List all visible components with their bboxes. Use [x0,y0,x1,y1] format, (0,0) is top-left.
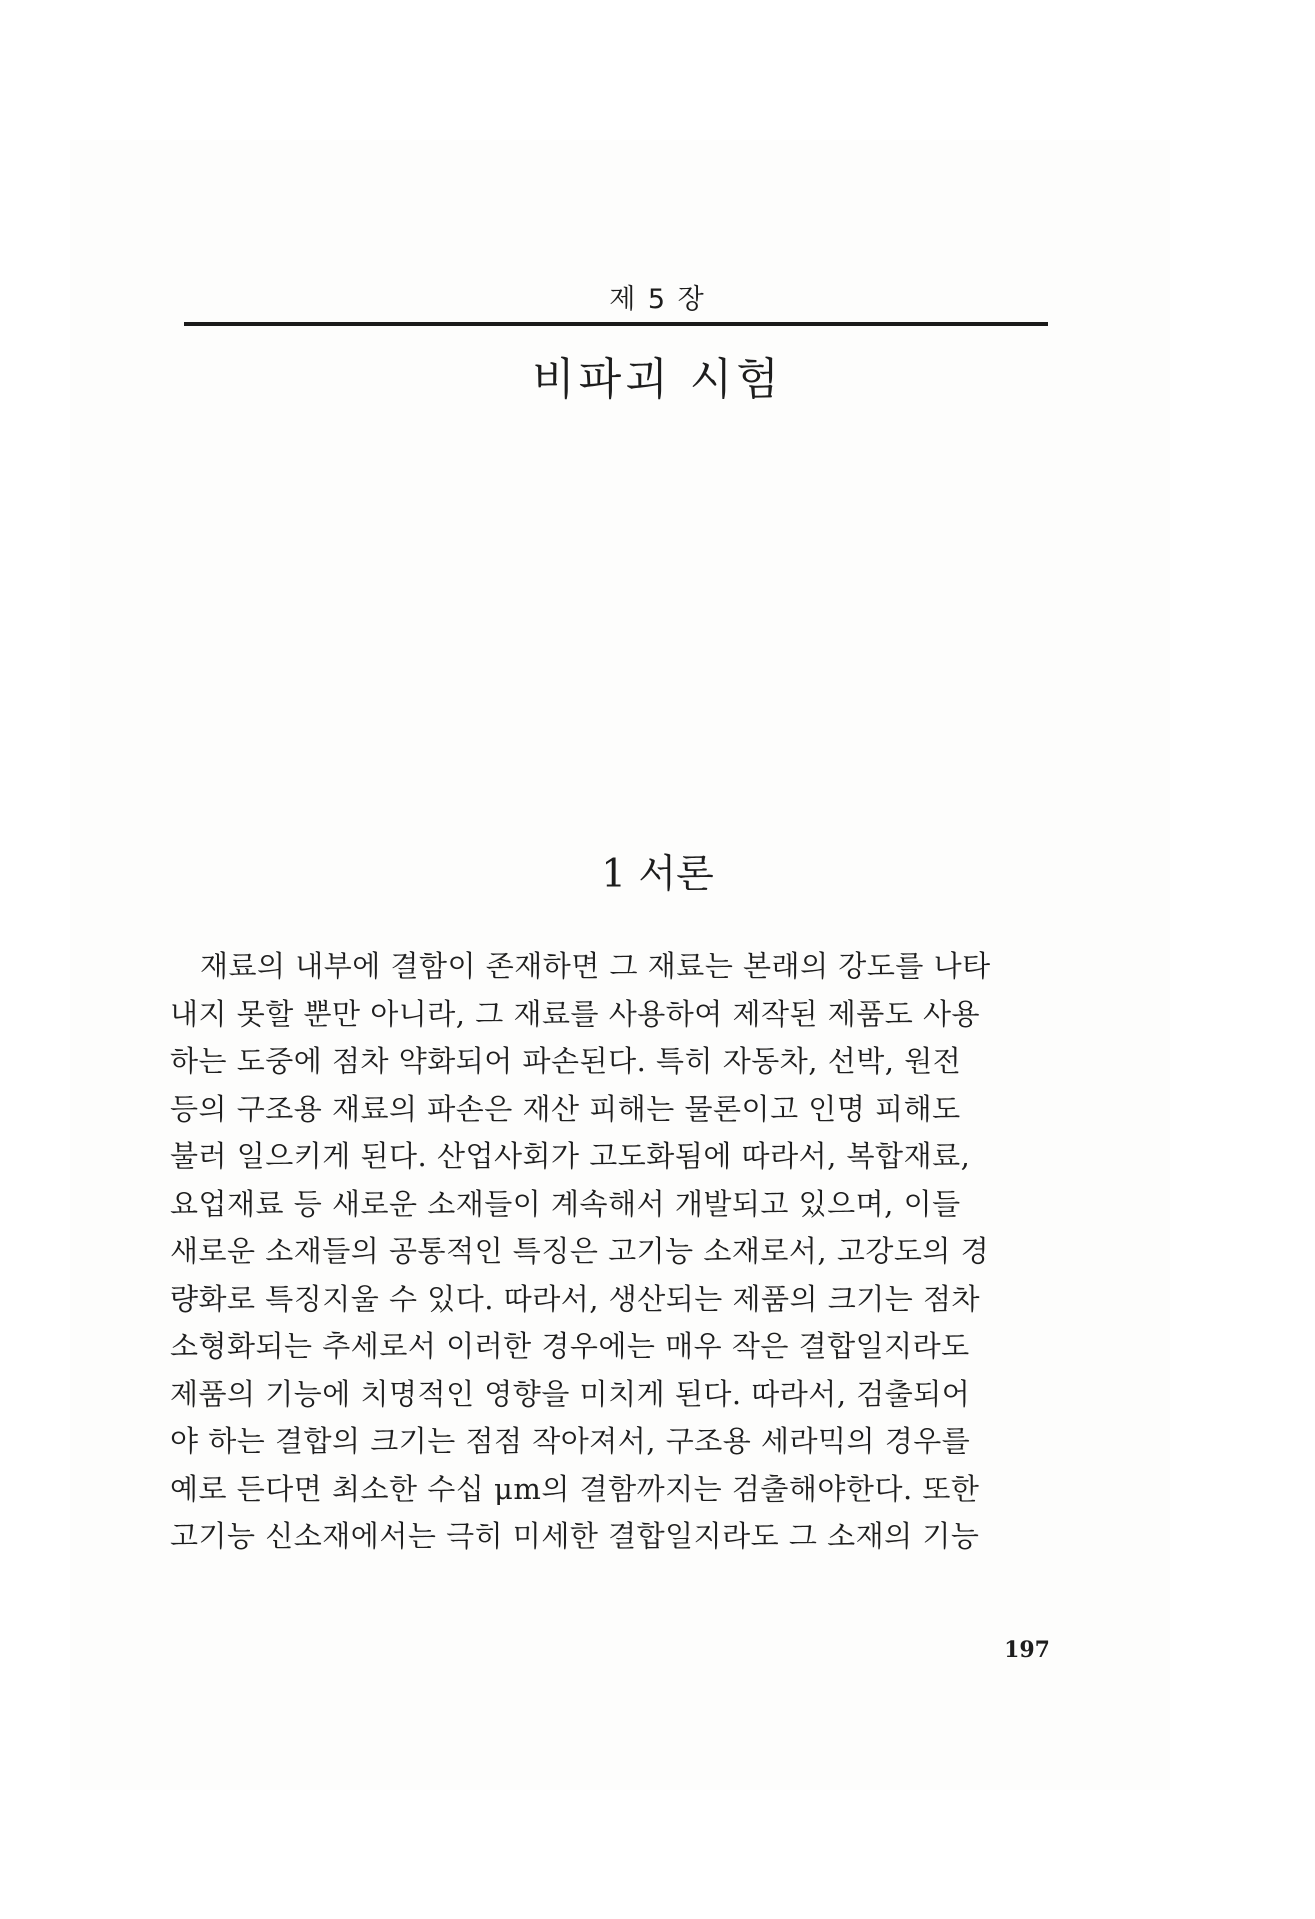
body-line: 요업재료 등 새로운 소재들이 계속해서 개발되고 있으며, 이들 [170,1186,961,1221]
body-line: 량화로 특징지울 수 있다. 따라서, 생산되는 제품의 크기는 점차 [170,1281,981,1316]
chapter-divider [184,322,1048,326]
body-line: 불러 일으키게 된다. 산업사회가 고도화됨에 따라서, 복합재료, [170,1139,971,1173]
body-line: 하는 도중에 점차 약화되어 파손된다. 특히 자동차, 선박, 원전 [170,1044,962,1078]
body-line: 야 하는 결합의 크기는 점점 작아져서, 구조용 세라믹의 경우를 [170,1424,971,1458]
body-line: 소형화되는 추세로서 이러한 경우에는 매우 작은 결합일지라도 [170,1329,970,1363]
body-line: 고기능 신소재에서는 극히 미세한 결합일지라도 그 소재의 기능 [170,1519,980,1553]
chapter-label: 제 5 장 [609,284,706,315]
chapter-title: 비파괴 시험 [532,354,783,405]
body-line: 예로 든다면 최소한 수십 μm의 결함까지는 검출해야한다. 또한 [170,1471,980,1506]
section-heading: 1 서론 [601,852,714,897]
body-line: 등의 구조용 재료의 파손은 재산 피해는 물론이고 인명 피해도 [170,1091,961,1126]
page-number: 197 [1004,1637,1050,1663]
body-line: 내지 못할 뿐만 아니라, 그 재료를 사용하여 제작된 제품도 사용 [170,996,981,1031]
body-line: 재료의 내부에 결함이 존재하면 그 재료는 본래의 강도를 나타 [200,949,991,983]
body-line: 제품의 기능에 치명적인 영향을 미치게 된다. 따라서, 검출되어 [170,1376,971,1411]
body-paragraph [170,943,1070,1561]
body-line: 새로운 소재들의 공통적인 특징은 고기능 소재로서, 고강도의 경 [170,1234,990,1268]
